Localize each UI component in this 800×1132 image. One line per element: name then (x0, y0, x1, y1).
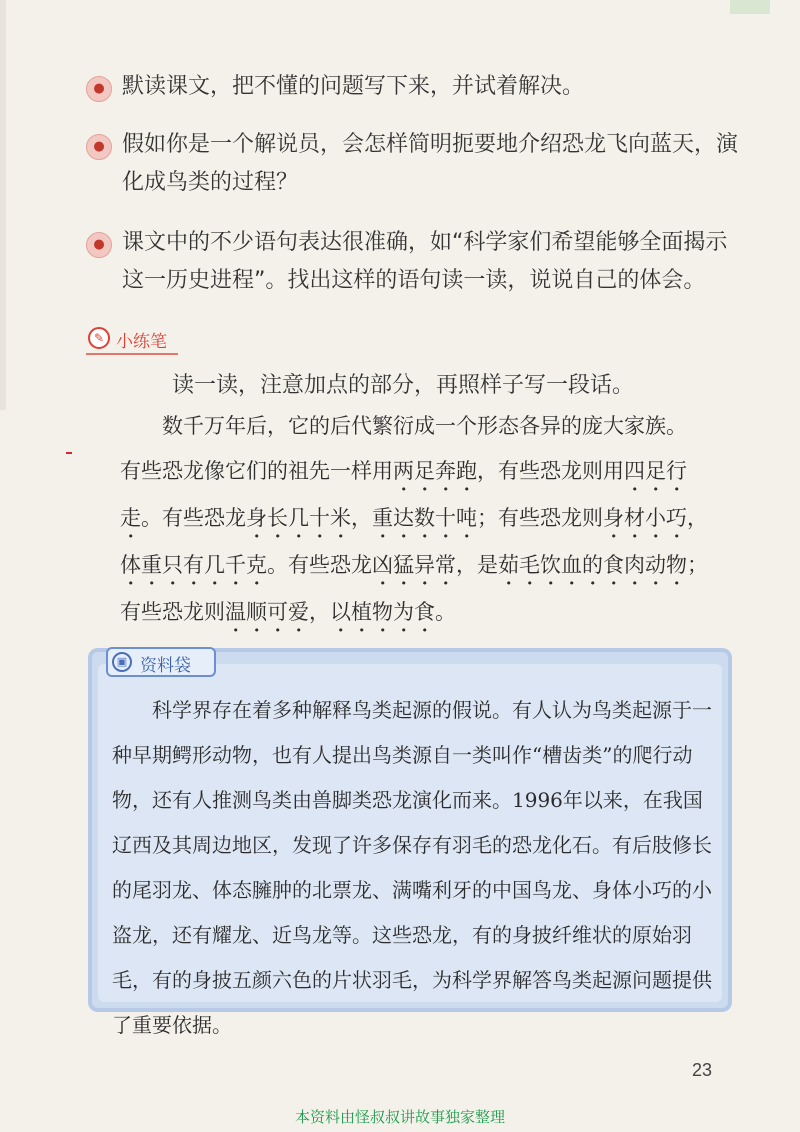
sample-text: ，是 (456, 553, 498, 577)
sample-emphasis: 身材小巧 (603, 506, 687, 530)
exercise-tag (86, 325, 178, 355)
question-bullet-icon: ● (86, 76, 112, 102)
pen-icon: ✎ (88, 327, 110, 349)
question-1 (86, 68, 746, 106)
sample-text: 。有些恐龙 (141, 506, 246, 530)
sample-emphasis: 身长几十米 (246, 506, 351, 530)
sample-emphasis: 体重只有几千克 (120, 553, 267, 577)
sample-emphasis: 茹毛饮血的食肉动物 (498, 553, 687, 577)
question-2-text: 假如你是一个解说员，会怎样简明扼要地介绍恐龙飞向蓝天，演化成鸟类的过程？ (122, 132, 739, 195)
exercise-instruction: 读一读，注意加点的部分，再照样子写一段话。 (172, 373, 635, 398)
info-tag (106, 647, 216, 677)
question-3 (86, 224, 746, 300)
sample-body (120, 449, 728, 637)
sample-emphasis: 四足行走 (120, 459, 687, 530)
margin-line (0, 0, 6, 410)
question-3-text: 课文中的不少语句表达很准确，如“科学家们希望能够全面揭示这一历史进程”。找出这样的语句读一读，说说自己的体会。 (122, 230, 728, 293)
sample-text: ；有些恐龙则 (120, 553, 708, 624)
footer-note: 本资料由怪叔叔讲故事独家整理 (294, 1108, 505, 1126)
bag-icon: ▣ (112, 652, 132, 672)
info-text: 科学界存在着多种解释鸟类起源的假说。有人认为鸟类起源于一种早期鳄形动物，也有人提出鸟类源自一类叫作“槽齿类”的爬行动物，还有人推测鸟类由兽脚类恐龙演化而来。1996年以来，在我国辽西及其周边地区，发现了许多保存有羽毛的恐龙化石。有后肢修长的尾羽龙、体态臃肿的北票龙、满嘴利牙的中国鸟龙、身体小巧的小盗龙，还有耀龙、近鸟龙等。这些恐龙，有的身披纤维状的原始羽毛，有的身披五颜六色的片状羽毛，为科学界解答鸟类起源问题提供了重要依据。 (112, 698, 712, 1037)
question-bullet-icon: ● (86, 232, 112, 258)
sample-text: 有些恐龙像它们的祖先一样用 (120, 459, 393, 483)
sample-emphasis: 两足奔跑 (393, 459, 477, 483)
sample-text: ，有些恐龙则用 (477, 459, 624, 483)
sample-text: 。 (435, 600, 456, 624)
sample-emphasis: 温顺可爱 (225, 600, 309, 624)
corner-mark (730, 0, 770, 14)
info-title: 资料袋 (140, 656, 191, 676)
sample-text: ；有些恐龙则 (477, 506, 603, 530)
sample-text: ， (351, 506, 372, 530)
sample-emphasis: 凶猛异常 (372, 553, 456, 577)
sample-emphasis: 以植物为食 (330, 600, 435, 624)
page-number: 23 (692, 1060, 713, 1080)
sample-text: ， (687, 506, 708, 530)
sample-text: 。有些恐龙 (267, 553, 372, 577)
sample-text: ， (309, 600, 330, 624)
margin-mark (66, 452, 72, 454)
exercise-title: 小练笔 (116, 332, 167, 352)
question-bullet-icon: ● (86, 134, 112, 160)
sample-emphasis: 重达数十吨 (372, 506, 477, 530)
sample-paragraph (120, 404, 728, 637)
question-2 (86, 126, 746, 202)
sample-line-1: 数千万年后，它的后代繁衍成一个形态各异的庞大家族。 (162, 414, 687, 438)
question-1-text: 默读课文，把不懂的问题写下来，并试着解决。 (122, 74, 585, 99)
